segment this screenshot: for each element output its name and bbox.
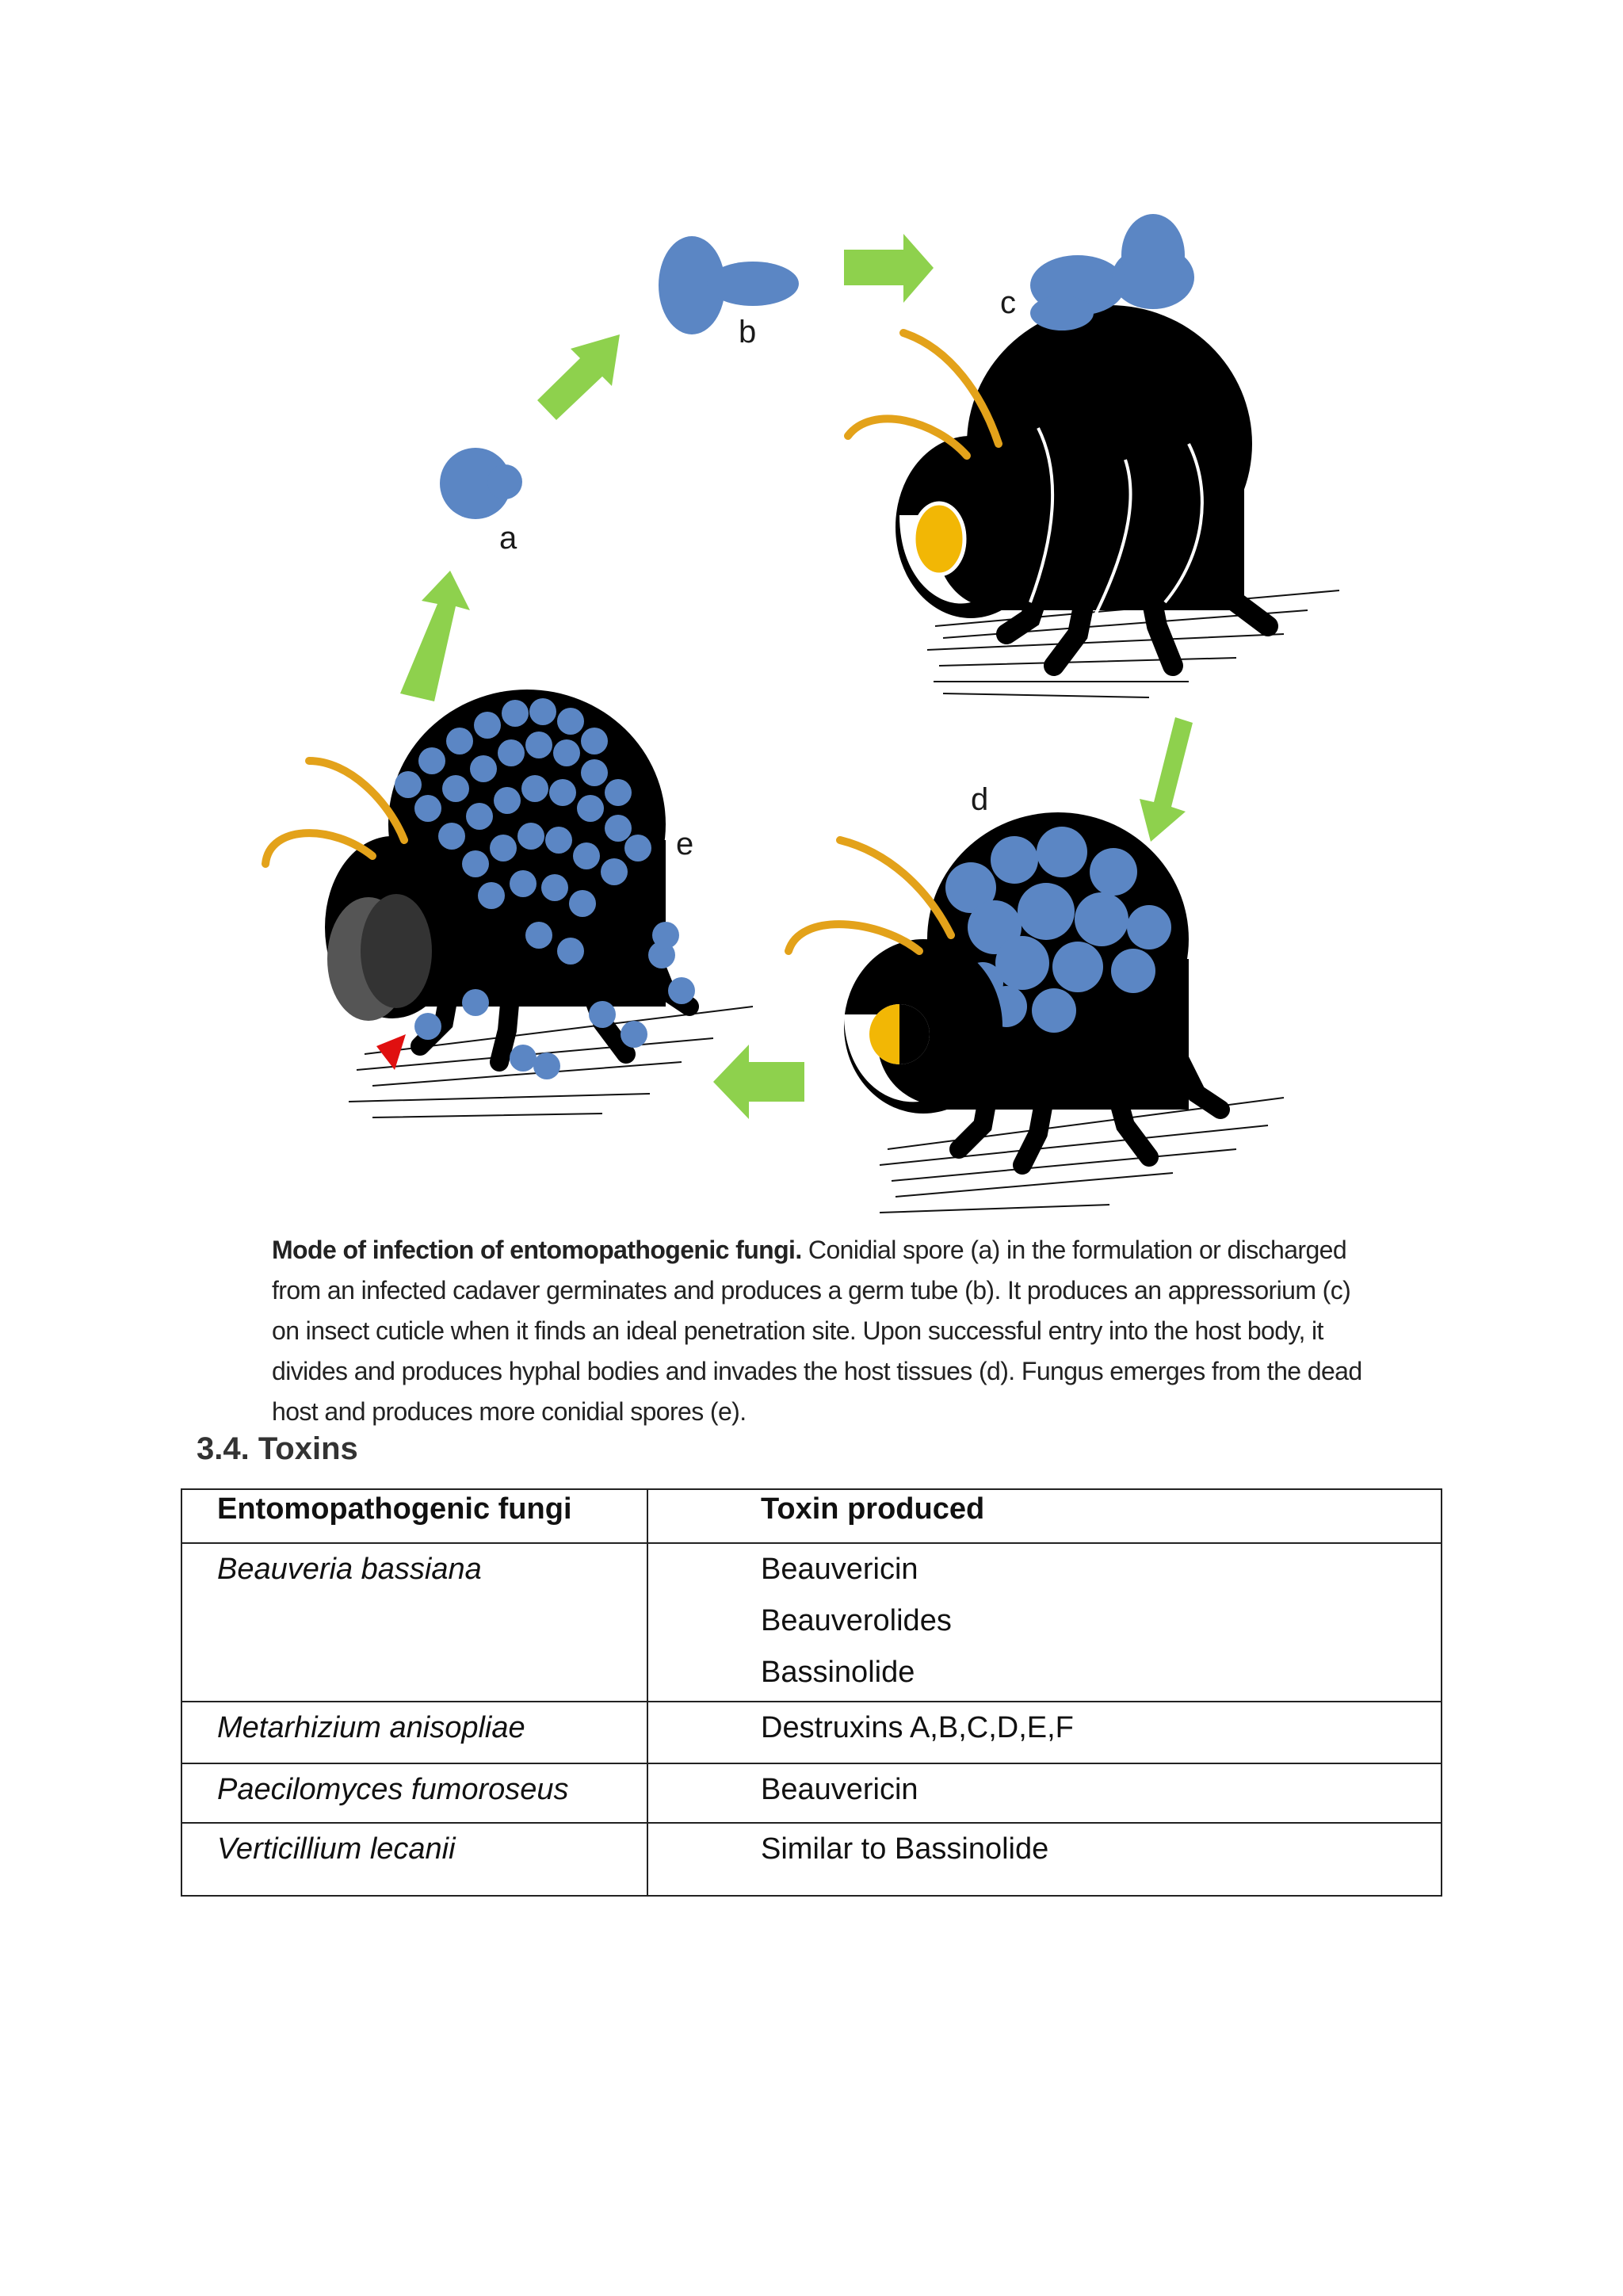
label-b: b (739, 315, 757, 350)
toxin-table (181, 1488, 1442, 1897)
caption-title: Mode of infection of entomopathogenic fungi. (272, 1236, 802, 1264)
arrow-b-to-c (844, 234, 934, 303)
table-row (181, 1763, 1442, 1823)
table-row (181, 1702, 1442, 1763)
toxin-item: Beauverolides (761, 1604, 952, 1637)
header-fungi: Entomopathogenic fungi (181, 1489, 647, 1543)
toxin-item: Similar to Bassinolide (647, 1823, 1442, 1896)
toxin-list (647, 1543, 1442, 1702)
figure-caption (272, 1230, 1373, 1432)
section-title: 3.4. Toxins (197, 1431, 358, 1466)
table-header-row (181, 1489, 1442, 1543)
fungus-name: Metarhizium anisopliae (181, 1702, 647, 1763)
infection-cycle-figure (238, 182, 1363, 1236)
toxin-item: Destruxins A,B,C,D,E,F (647, 1702, 1442, 1763)
arrow-d-to-e (713, 1045, 804, 1119)
table-row (181, 1543, 1442, 1702)
arrow-c-to-d (1140, 717, 1193, 842)
germinating-spore-b (659, 236, 799, 334)
toxin-item: Bassinolide (761, 1656, 915, 1689)
table-row (181, 1823, 1442, 1896)
arrow-e-to-a (400, 571, 470, 701)
label-e: e (676, 827, 694, 861)
insect-d (789, 812, 1284, 1213)
caption-text: Conidial spore (a) in the formulation or discharged from an infected cadaver germinates and produces a germ tube (b). It produces an appressorium (c) on insect cuticle when it finds an ideal penetration site. Upon successful entry into the host body, it divides and produces hyphal bodies and invades the host tissues (d). Fungus emerges from the dead host and produces more conidial spores (e). (272, 1236, 1362, 1426)
insect-c (848, 214, 1339, 697)
arrow-a-to-b (537, 334, 620, 420)
label-a: a (499, 521, 517, 556)
label-d: d (971, 782, 989, 817)
fungus-name: Paecilomyces fumoroseus (181, 1763, 647, 1823)
fungus-name: Verticillium lecanii (181, 1823, 647, 1896)
header-toxin: Toxin produced (647, 1489, 1442, 1543)
toxin-item: Beauvericin (761, 1553, 918, 1586)
fungus-name: Beauveria bassiana (181, 1543, 647, 1702)
insect-e (265, 690, 753, 1117)
conidial-spore-a (440, 448, 522, 519)
label-c: c (1000, 285, 1016, 320)
toxin-item: Beauvericin (647, 1763, 1442, 1823)
